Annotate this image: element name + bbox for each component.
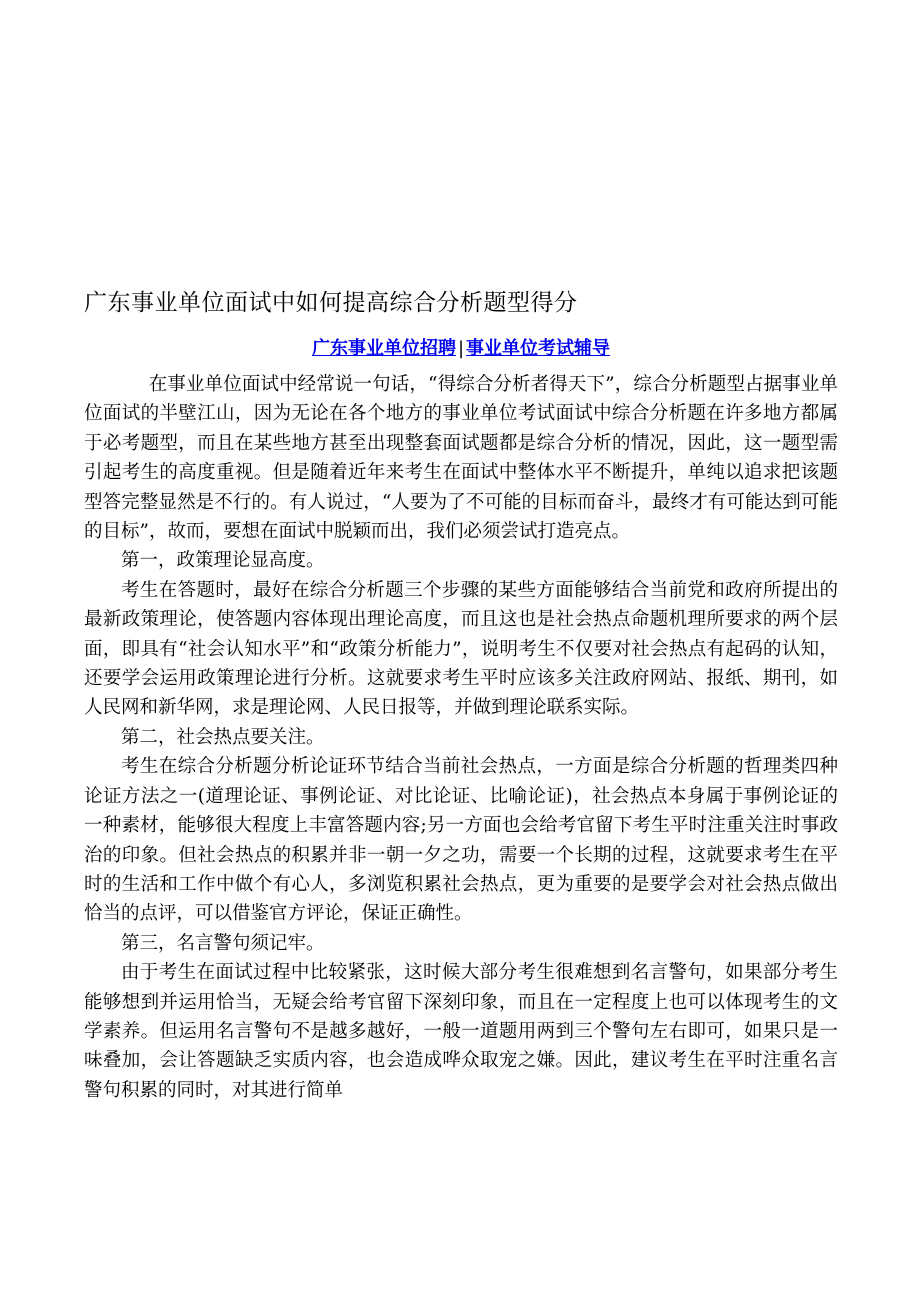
paragraph-hotspots: 考生在综合分析题分析论证环节结合当前社会热点，一方面是综合分析题的哲理类四种论证方法之一(道理论证、事例论证、对比论证、比喻论证)，社会热点本身属于事例论证的一种素材，能够很大程度上丰富答题内容;另一方面也会给考官留下考生平时注重关注时事政治的印象。但社会热点的积累并非一朝一夕之功，需要一个长期的过程，这就要求考生在平时的生活和工作中做个有心人，多浏览积累社会热点，更为重要的是要学会对社会热点做出恰当的点评，可以借鉴官方评论，保证正确性。: [84, 756, 838, 925]
paragraph-heading-3: 第三，名言警句须记牢。: [121, 932, 325, 954]
related-links: [84, 334, 838, 364]
paragraph-heading-1: 第一，政策理论显高度。: [121, 550, 325, 572]
document-page: [84, 284, 838, 1105]
tutoring-link[interactable]: 事业单位考试辅导: [466, 338, 611, 359]
paragraph-intro: 在事业单位面试中经常说一句话，“得综合分析者得天下”，综合分析题型占据事业单位面试的半壁江山，因为无论在各个地方的事业单位考试面试中综合分析题在许多地方都属于必考题型，而且在某些地方甚至出现整套面试题都是综合分析的情况，因此，这一题型需引起考生的高度重视。但是随着近年来考生在面试中整体水平不断提升，单纯以追求把该题型答完整显然是不行的。有人说过，“人要为了不可能的目标而奋斗，最终才有可能达到可能的目标”，故而，要想在面试中脱颖而出，我们必须尝试打造亮点。: [84, 374, 838, 543]
paragraph-quotes: 由于考生在面试过程中比较紧张，这时候大部分考生很难想到名言警句，如果部分考生能够想到并运用恰当，无疑会给考官留下深刻印象，而且在一定程度上也可以体现考生的文学素养。但运用名言警句不是越多越好，一般一道题用两到三个警句左右即可，如果只是一味叠加，会让答题缺乏实质内容，也会造成哗众取宠之嫌。因此，建议考生在平时注重名言警句积累的同时，对其进行简单: [84, 962, 838, 1101]
recruit-link[interactable]: 广东事业单位招聘: [311, 338, 456, 359]
paragraph-policy: 考生在答题时，最好在综合分析题三个步骤的某些方面能够结合当前党和政府所提出的最新政策理论，使答题内容体现出理论高度，而且这也是社会热点命题机理所要求的两个层面，即具有“社会认知水平”和“政策分析能力”，说明考生不仅要对社会热点有起码的认知，还要学会运用政策理论进行分析。这就要求考生平时应该多关注政府网站、报纸、期刊，如人民网和新华网，求是理论网、人民日报等，并做到理论联系实际。: [84, 579, 838, 719]
paragraph-heading-2: 第二，社会热点要关注。: [121, 726, 325, 748]
document-title: 广东事业单位面试中如何提高综合分析题型得分: [84, 290, 578, 316]
article-body: [84, 370, 838, 1105]
link-separator: |: [457, 338, 465, 359]
